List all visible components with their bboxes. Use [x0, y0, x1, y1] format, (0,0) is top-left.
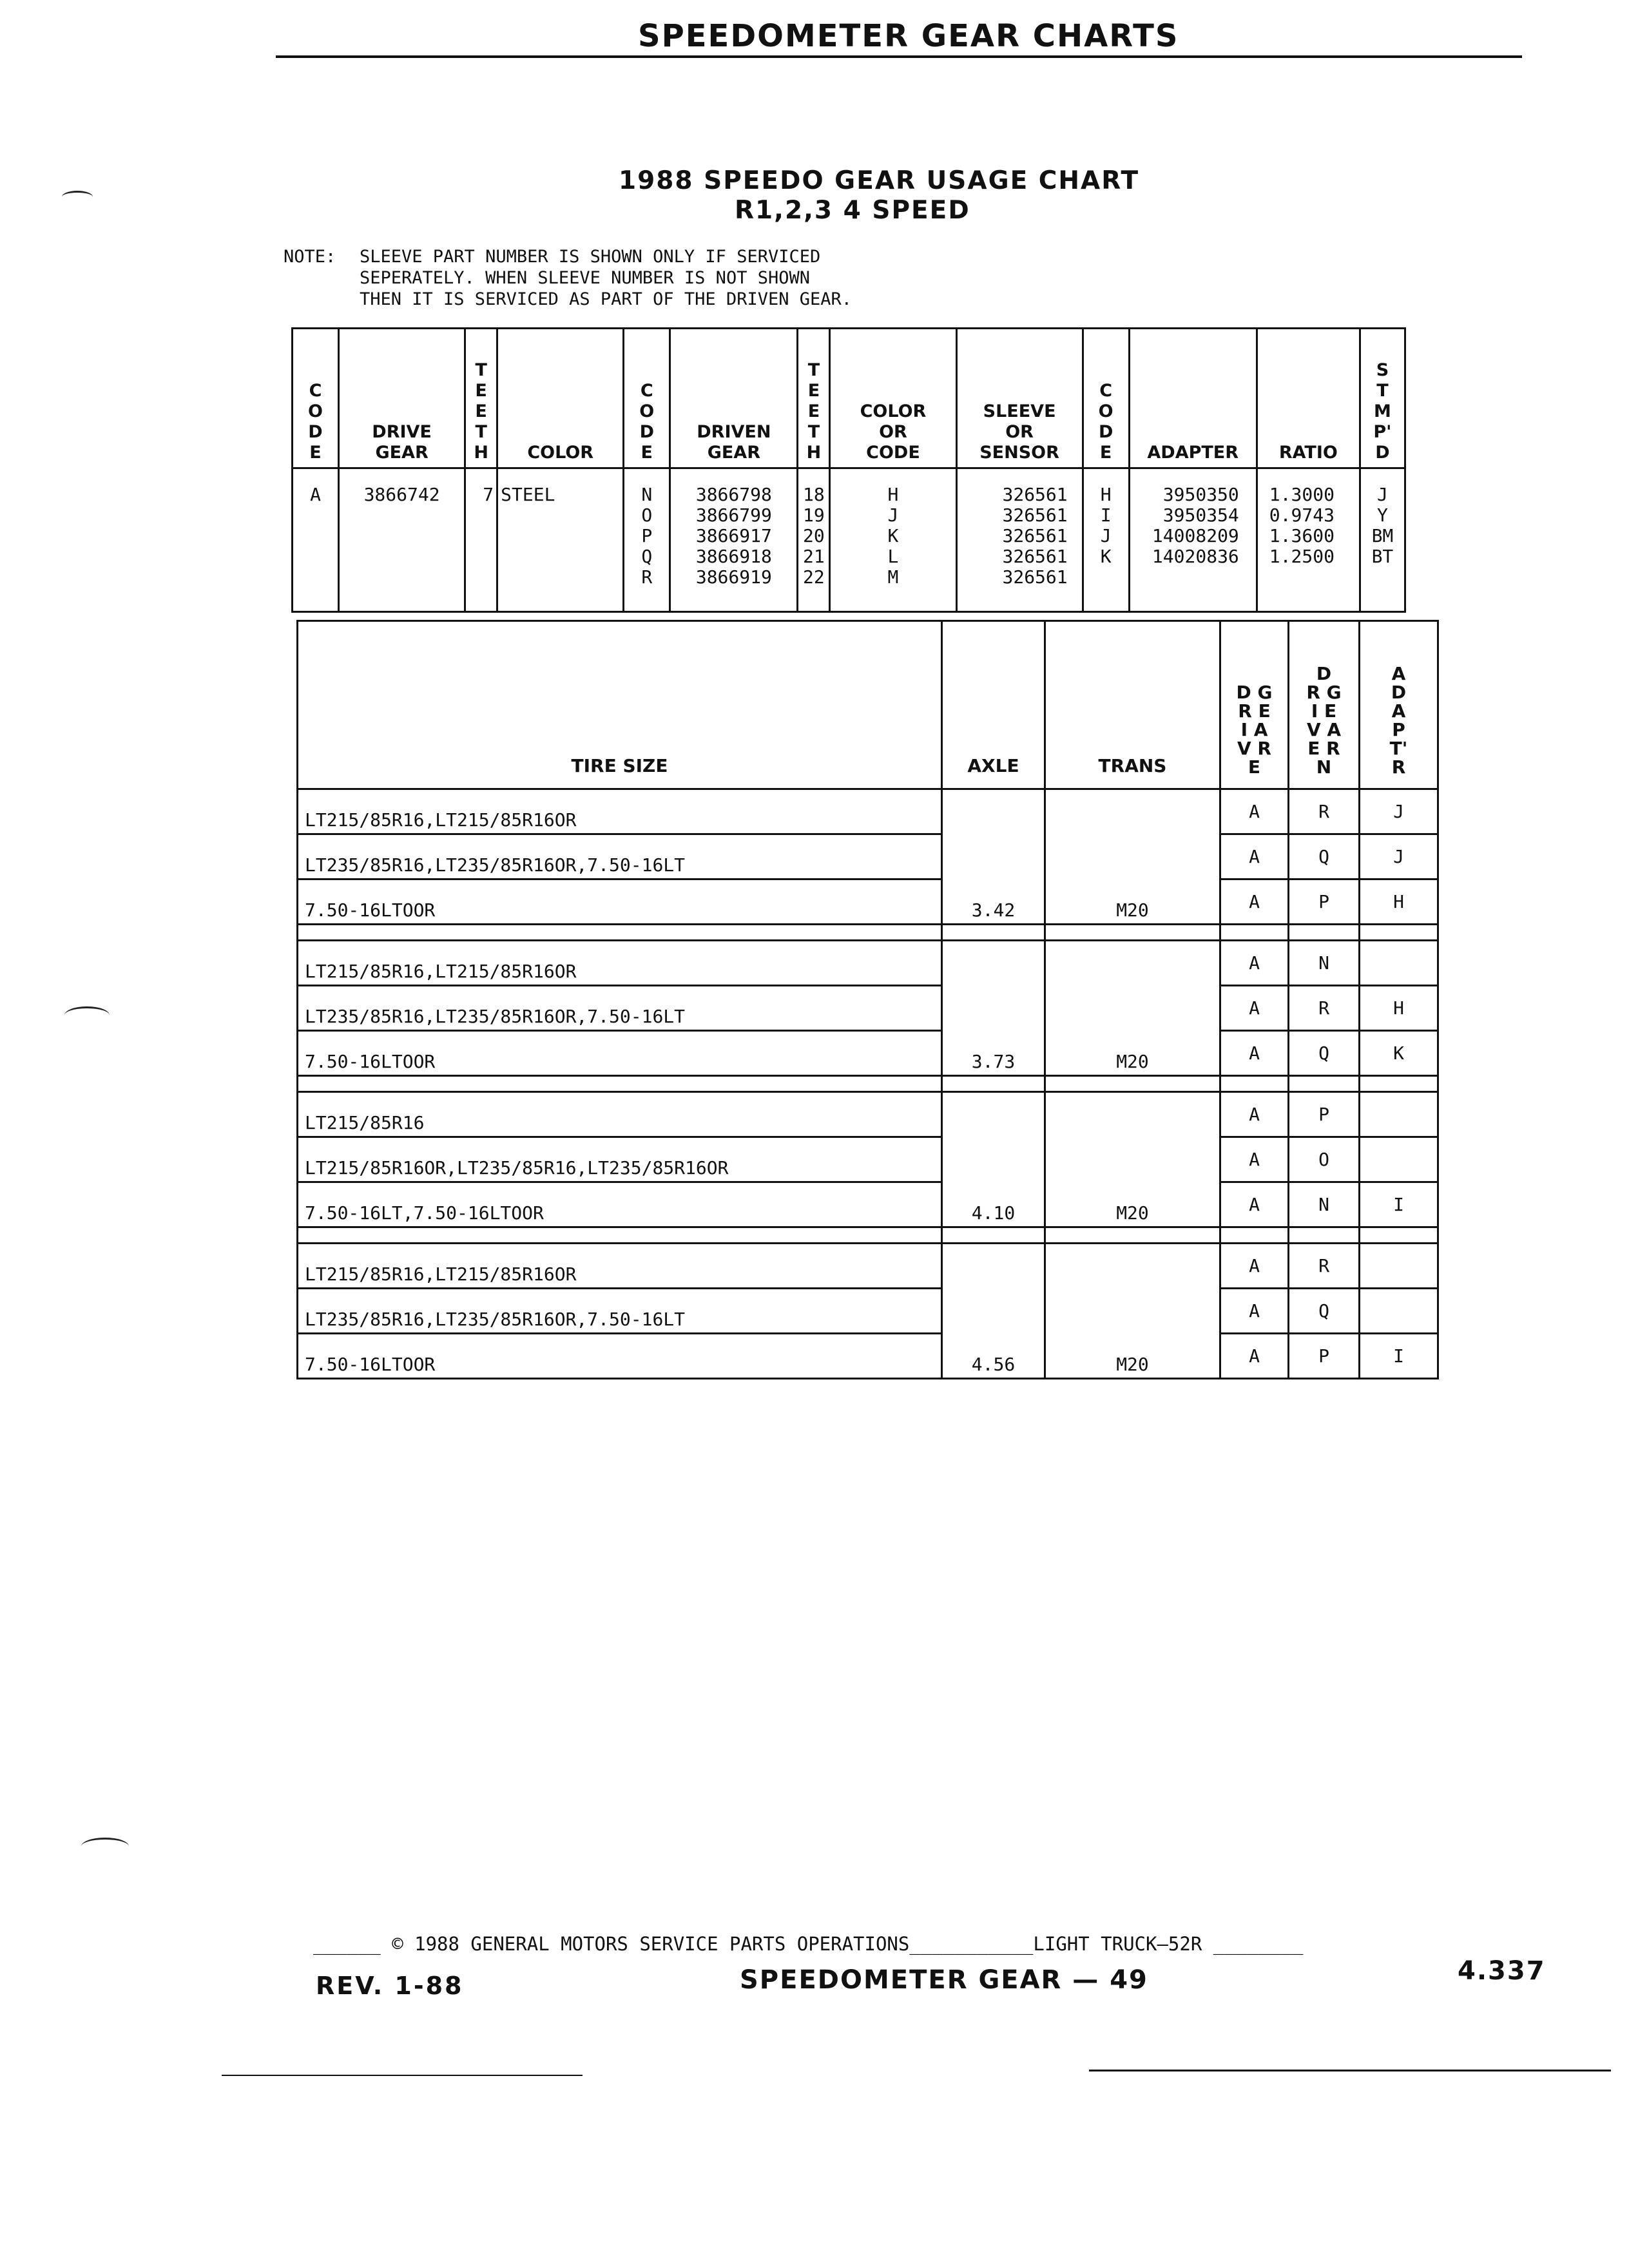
note-label: NOTE:	[284, 247, 336, 267]
sleeve-number: 326561	[1002, 525, 1068, 546]
margin-mark	[81, 1838, 129, 1855]
adapter-codes	[1083, 468, 1129, 612]
table-row	[298, 789, 1438, 834]
table-row	[298, 1289, 1438, 1334]
header-adapter: A D A P T' R	[1360, 621, 1438, 789]
transmission: M20	[1045, 1092, 1220, 1227]
note-line: SEPERATELY. WHEN SLEEVE NUMBER IS NOT SHOWN	[360, 268, 810, 288]
drive-gear-code: A	[1220, 941, 1289, 986]
axle-ratio: 3.73	[942, 941, 1045, 1076]
adapter-stamp: J	[1377, 484, 1388, 505]
footer-section-title: SPEEDOMETER GEAR — 49	[740, 1965, 1148, 1995]
chart-title-line2: R1,2,3 4 SPEED	[735, 196, 970, 225]
header-driven-gear: D R G I E V A E R N	[1289, 621, 1360, 789]
note-line: THEN IT IS SERVICED AS PART OF THE DRIVEN GEAR.	[360, 289, 853, 309]
adapter-numbers	[1129, 468, 1257, 612]
header-drive-gear: DRIVE GEAR	[339, 329, 465, 468]
adapter-code	[1360, 1092, 1438, 1137]
driven-gear-code: N	[1289, 941, 1360, 986]
adapter-code: K	[1360, 1031, 1438, 1076]
copyright-line: ______ © 1988 GENERAL MOTORS SERVICE PARTS OPERATIONS___________LIGHT TRUCK—52R ________	[313, 1933, 1304, 1955]
adapter-ratio: 1.3000	[1269, 484, 1335, 505]
driven-code: P	[641, 525, 653, 546]
drive-gear-code: A	[1220, 1334, 1289, 1379]
revision-label: REV. 1-88	[316, 1972, 464, 2000]
driven-color: J	[887, 505, 899, 526]
tire-size: 7.50-16LTOOR	[298, 1031, 942, 1076]
header-tire-size: TIRE SIZE	[298, 621, 942, 789]
group-separator	[298, 925, 1438, 941]
tire-size: LT215/85R16,LT215/85R16OR	[298, 1244, 942, 1289]
group-separator	[298, 1227, 1438, 1244]
header-teeth2: T E E T H	[798, 329, 830, 468]
header-ratio: RATIO	[1257, 329, 1360, 468]
adapter-ratios	[1257, 468, 1360, 612]
adapter-code: I	[1360, 1334, 1438, 1379]
drive-code: A	[293, 468, 339, 612]
adapter-number: 14020836	[1152, 546, 1239, 567]
driven-gear-number: 3866919	[695, 566, 772, 588]
tire-size: 7.50-16LTOOR	[298, 1334, 942, 1379]
adapter-code	[1360, 1137, 1438, 1182]
adapter-stamp: BT	[1371, 546, 1394, 567]
table-row	[298, 1182, 1438, 1227]
driven-code: R	[641, 566, 653, 588]
table-row	[298, 1244, 1438, 1289]
adapter-code	[1360, 1244, 1438, 1289]
driven-teeth-value: 21	[803, 546, 825, 567]
driven-code: O	[641, 505, 653, 526]
tire-size: LT235/85R16,LT235/85R16OR,7.50-16LT	[298, 834, 942, 879]
chart-title	[619, 166, 1139, 226]
driven-gear-code: N	[1289, 1182, 1360, 1227]
driven-gear-code: O	[1289, 1137, 1360, 1182]
drive-gear-code: A	[1220, 789, 1289, 834]
driven-teeth	[798, 468, 830, 612]
bottom-rule-right	[1089, 2070, 1611, 2071]
driven-teeth-value: 19	[803, 505, 825, 526]
adapter-stamp: BM	[1371, 525, 1394, 546]
driven-colors	[830, 468, 956, 612]
adapter-code: H	[1360, 986, 1438, 1031]
driven-teeth-value: 20	[803, 525, 825, 546]
driven-gear-code: P	[1289, 879, 1360, 925]
page-header-title: SPEEDOMETER GEAR CHARTS	[638, 18, 1179, 54]
page-number: 4.337	[1458, 1956, 1546, 1986]
driven-color: H	[887, 484, 899, 505]
adapter-number: 3950350	[1162, 484, 1239, 505]
axle-ratio: 4.10	[942, 1092, 1045, 1227]
note-line: SLEEVE PART NUMBER IS SHOWN ONLY IF SERVICED	[360, 247, 821, 267]
drive-gear-code: A	[1220, 1137, 1289, 1182]
adapter-code: J	[1100, 525, 1112, 546]
tire-size: 7.50-16LT,7.50-16LTOOR	[298, 1182, 942, 1227]
adapter-number: 3950354	[1162, 505, 1239, 526]
header-driven-gear: DRIVEN GEAR	[670, 329, 798, 468]
table-row	[298, 1092, 1438, 1137]
sleeve-number: 326561	[1002, 484, 1068, 505]
driven-code: Q	[641, 546, 653, 567]
driven-gear-code: Q	[1289, 834, 1360, 879]
driven-code: N	[641, 484, 653, 505]
adapter-code: H	[1100, 484, 1112, 505]
tire-size: LT215/85R16,LT215/85R16OR	[298, 941, 942, 986]
driven-gear-code: Q	[1289, 1289, 1360, 1334]
driven-gear-code: P	[1289, 1092, 1360, 1137]
driven-color: K	[887, 525, 899, 546]
note-block	[284, 246, 853, 309]
drive-gear-number: 3866742	[339, 468, 465, 612]
header-adapter: ADAPTER	[1129, 329, 1257, 468]
adapter-number: 14008209	[1152, 525, 1239, 546]
transmission: M20	[1045, 941, 1220, 1076]
header-teeth: T E E T H	[465, 329, 497, 468]
tire-size: LT215/85R16,LT215/85R16OR	[298, 789, 942, 834]
group-separator	[298, 1076, 1438, 1092]
drive-gear-code: A	[1220, 986, 1289, 1031]
header-sleeve-or-sensor: SLEEVE OR SENSOR	[956, 329, 1083, 468]
header-code3: C O D E	[1083, 329, 1129, 468]
driven-color: L	[887, 546, 899, 567]
adapter-ratio: 1.3600	[1269, 525, 1335, 546]
transmission: M20	[1045, 1244, 1220, 1379]
sleeve-numbers	[956, 468, 1083, 612]
chart-title-line1: 1988 SPEEDO GEAR USAGE CHART	[619, 166, 1140, 195]
adapter-code: I	[1360, 1182, 1438, 1227]
adapter-code	[1360, 1289, 1438, 1334]
drive-gear-code: A	[1220, 834, 1289, 879]
drive-gear-code: A	[1220, 879, 1289, 925]
adapter-code: K	[1100, 546, 1112, 567]
header-rule	[276, 55, 1522, 58]
adapter-stamps	[1360, 468, 1405, 612]
tire-size: LT235/85R16,LT235/85R16OR,7.50-16LT	[298, 1289, 942, 1334]
transmission: M20	[1045, 789, 1220, 925]
header-color: COLOR	[497, 329, 624, 468]
driven-color: M	[887, 566, 899, 588]
tire-size: LT215/85R16OR,LT235/85R16,LT235/85R16OR	[298, 1137, 942, 1182]
adapter-code: H	[1360, 879, 1438, 925]
driven-gear-number: 3866798	[695, 484, 772, 505]
drive-gear-code: A	[1220, 1031, 1289, 1076]
header-axle: AXLE	[942, 621, 1045, 789]
driven-gear-code: P	[1289, 1334, 1360, 1379]
header-color-or-code: COLOR OR CODE	[830, 329, 956, 468]
adapter-code: J	[1360, 789, 1438, 834]
header-code2: C O D E	[624, 329, 670, 468]
margin-mark	[64, 1006, 110, 1024]
sleeve-number: 326561	[1002, 566, 1068, 588]
header-code: C O D E	[293, 329, 339, 468]
drive-gear-code: A	[1220, 1244, 1289, 1289]
tire-size: LT235/85R16,LT235/85R16OR,7.50-16LT	[298, 986, 942, 1031]
driven-gear-number: 3866799	[695, 505, 772, 526]
header-stmpd: S T M P' D	[1360, 329, 1405, 468]
table-row	[298, 941, 1438, 986]
table-row	[298, 986, 1438, 1031]
table-row	[298, 1334, 1438, 1379]
adapter-stamp: Y	[1377, 505, 1388, 526]
header-drive-gear: D G R E I A V R E	[1220, 621, 1289, 789]
sleeve-number: 326561	[1002, 546, 1068, 567]
driven-gear-number: 3866917	[695, 525, 772, 546]
adapter-code: J	[1360, 834, 1438, 879]
bottom-rule-left	[222, 2075, 583, 2076]
table-row	[298, 1137, 1438, 1182]
drive-gear-code: A	[1220, 1182, 1289, 1227]
table-row	[298, 879, 1438, 925]
adapter-ratio: 1.2500	[1269, 546, 1335, 567]
margin-mark	[62, 191, 93, 203]
tire-size: 7.50-16LTOOR	[298, 879, 942, 925]
drive-teeth: 7	[465, 468, 497, 612]
axle-ratio: 3.42	[942, 789, 1045, 925]
drive-gear-code: A	[1220, 1289, 1289, 1334]
driven-gears	[670, 468, 798, 612]
axle-ratio: 4.56	[942, 1244, 1045, 1379]
driven-teeth-value: 18	[803, 484, 825, 505]
driven-gear-code: Q	[1289, 1031, 1360, 1076]
header-trans: TRANS	[1045, 621, 1220, 789]
driven-gear-code: R	[1289, 789, 1360, 834]
table-row	[298, 834, 1438, 879]
tire-size: LT215/85R16	[298, 1092, 942, 1137]
adapter-code	[1360, 941, 1438, 986]
sleeve-number: 326561	[1002, 505, 1068, 526]
driven-teeth-value: 22	[803, 566, 825, 588]
drive-color: STEEL	[497, 468, 624, 612]
driven-gear-code: R	[1289, 1244, 1360, 1289]
driven-gear-code: R	[1289, 986, 1360, 1031]
driven-codes	[624, 468, 670, 612]
driven-gear-number: 3866918	[695, 546, 772, 567]
usage-table	[296, 620, 1439, 1379]
gear-table	[291, 327, 1406, 613]
adapter-ratio: 0.9743	[1269, 505, 1335, 526]
adapter-code: I	[1100, 505, 1112, 526]
drive-gear-code: A	[1220, 1092, 1289, 1137]
table-row	[298, 1031, 1438, 1076]
